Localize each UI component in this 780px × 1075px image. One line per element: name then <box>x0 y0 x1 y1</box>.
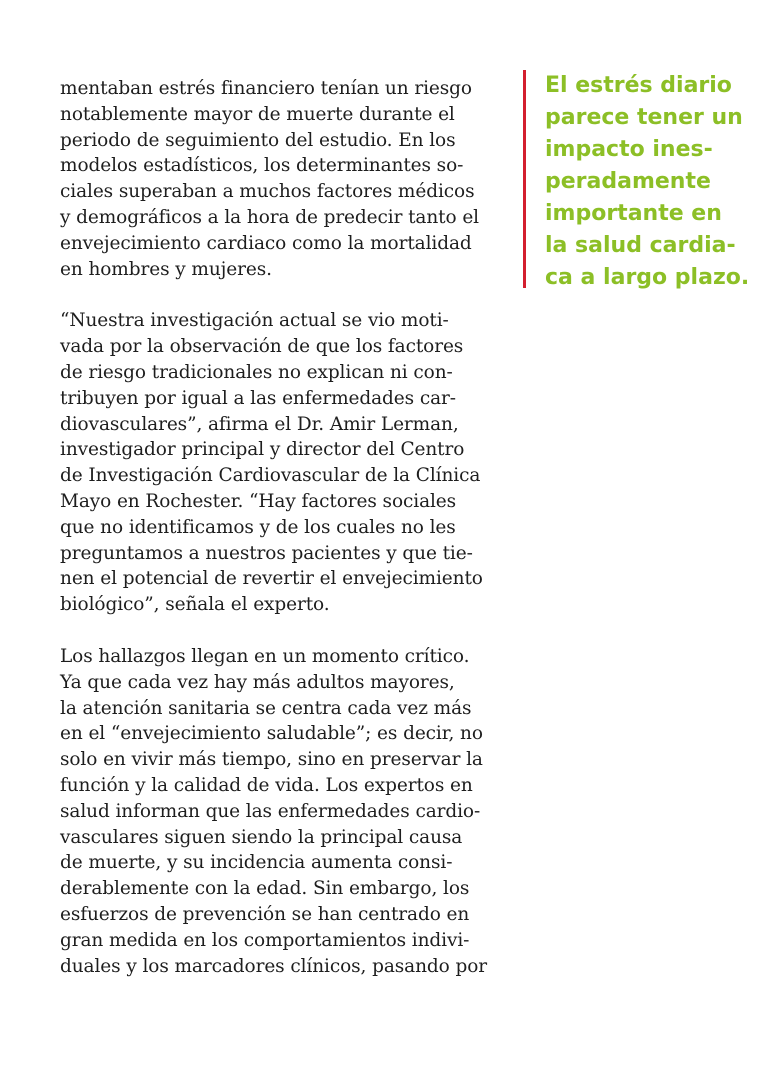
text-line: investigador principal y director del Centro <box>60 439 465 461</box>
text-line: envejecimiento cardiaco como la mortalidad <box>60 232 472 254</box>
text-line: preguntamos a nuestros pacientes y que tie- <box>60 542 473 564</box>
text-line: ciales superaban a muchos factores médicos <box>60 181 475 203</box>
pull-quote-line: la salud cardia- <box>545 233 736 258</box>
text-line: duales y los marcadores clínicos, pasando por <box>60 955 488 977</box>
text-line: de riesgo tradicionales no explican ni con- <box>60 361 453 383</box>
article-paragraph-3 <box>60 644 500 979</box>
text-line: de muerte, y su incidencia aumenta consi- <box>60 852 453 874</box>
text-line: salud informan que las enfermedades cardio- <box>60 800 481 822</box>
pull-quote-line: peradamente <box>545 169 711 194</box>
text-line: en hombres y mujeres. <box>60 258 272 280</box>
pull-quote-line: impacto ines- <box>545 137 713 162</box>
pull-quote-line: El estrés diario <box>545 73 732 98</box>
text-line: Ya que cada vez hay más adultos mayores, <box>60 671 455 693</box>
text-line: vada por la observación de que los factores <box>60 336 464 358</box>
text-line: solo en vivir más tiempo, sino en preservar la <box>60 749 483 771</box>
text-line: nen el potencial de revertir el envejecimiento <box>60 568 483 590</box>
text-line: la atención sanitaria se centra cada vez más <box>60 697 472 719</box>
text-line: gran medida en los comportamientos indivi- <box>60 929 470 951</box>
text-line: que no identificamos y de los cuales no les <box>60 516 456 538</box>
text-line: “Nuestra investigación actual se vio moti- <box>60 310 449 332</box>
text-line: notablemente mayor de muerte durante el <box>60 103 455 125</box>
text-line: diovasculares”, afirma el Dr. Amir Lerman, <box>60 413 459 435</box>
text-line: Los hallazgos llegan en un momento crítico. <box>60 645 470 667</box>
article-paragraph-2 <box>60 308 500 618</box>
text-line: vasculares siguen siendo la principal causa <box>60 826 463 848</box>
article-body <box>60 76 500 1005</box>
pull-quote-line: importante en <box>545 201 722 226</box>
text-line: modelos estadísticos, los determinantes so- <box>60 155 464 177</box>
article-paragraph-1 <box>60 76 500 282</box>
pull-quote-line: parece tener un <box>545 105 743 130</box>
text-line: mentaban estrés financiero tenían un riesgo <box>60 78 472 99</box>
text-line: en el “envejecimiento saludable”; es decir, no <box>60 723 483 745</box>
text-line: y demográficos a la hora de predecir tanto el <box>60 206 479 228</box>
pull-quote-line: ca a largo plazo. <box>545 265 750 290</box>
text-line: derablemente con la edad. Sin embargo, los <box>60 878 470 900</box>
text-line: Mayo en Rochester. “Hay factores sociales <box>60 490 457 512</box>
text-line: esfuerzos de prevención se han centrado en <box>60 903 470 925</box>
text-line: biológico”, señala el experto. <box>60 594 330 616</box>
text-line: función y la calidad de vida. Los expertos en <box>60 774 473 796</box>
pull-quote <box>523 70 780 288</box>
text-line: periodo de seguimiento del estudio. En los <box>60 129 456 151</box>
text-line: tribuyen por igual a las enfermedades car- <box>60 387 456 409</box>
text-line: de Investigación Cardiovascular de la Clínica <box>60 465 481 487</box>
